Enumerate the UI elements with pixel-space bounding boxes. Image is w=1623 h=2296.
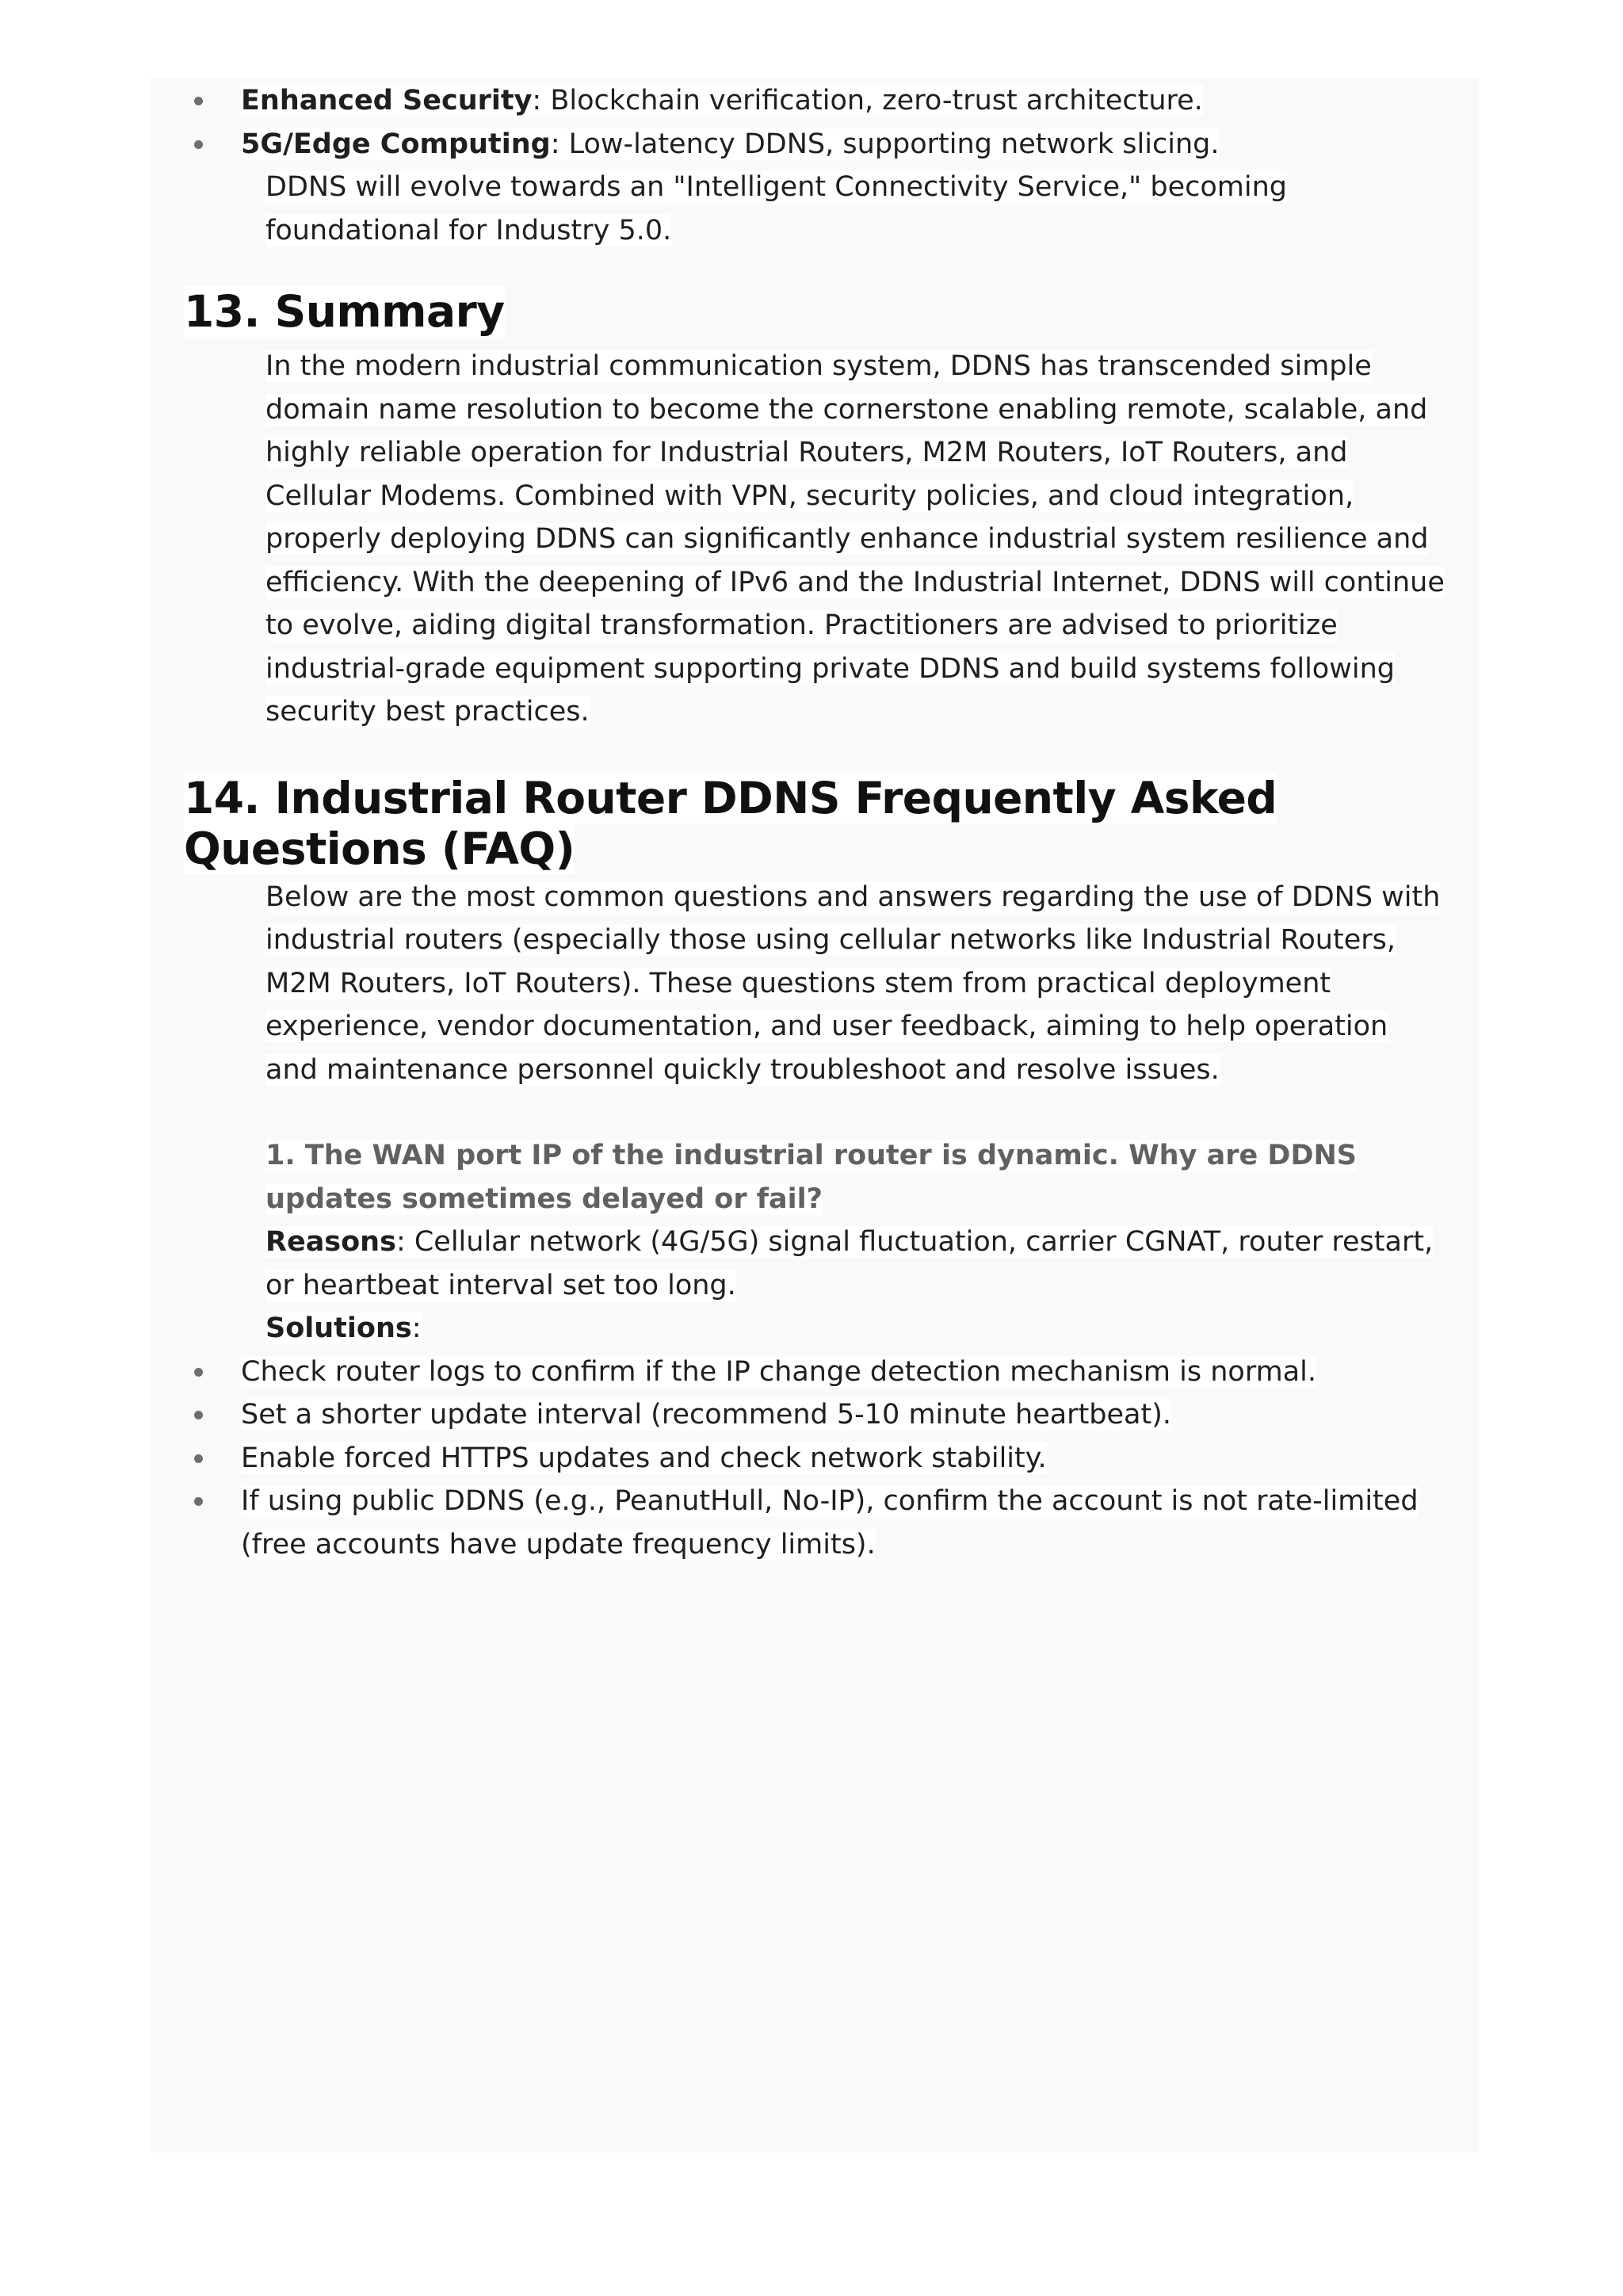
- faq-solutions-label: Solutions: [265, 1312, 412, 1344]
- bullet-icon: [194, 1411, 203, 1419]
- bullet-icon: [194, 1368, 203, 1377]
- list-item-text: [241, 85, 1203, 117]
- list-item-desc: : Blockchain verification, zero-trust architecture.: [532, 85, 1203, 117]
- summary-heading: [151, 286, 1479, 337]
- document-page: [151, 78, 1479, 2153]
- list-item-text: Set a shorter update interval (recommend 5-10 minute heartbeat).: [241, 1399, 1171, 1431]
- faq-solutions: [151, 1307, 1479, 1350]
- faq-reasons-label: Reasons: [265, 1226, 396, 1258]
- list-item: [151, 79, 1479, 123]
- faq-heading: [151, 773, 1479, 874]
- faq-heading-text: 14. Industrial Router DDNS Frequently Asked Questions (FAQ): [184, 772, 1277, 874]
- trends-bullet-list: [151, 79, 1479, 166]
- list-item: [151, 1350, 1479, 1394]
- list-item: [151, 1480, 1479, 1566]
- list-item-text: Check router logs to confirm if the IP change detection mechanism is normal.: [241, 1355, 1316, 1388]
- list-item-desc: : Low-latency DDNS, supporting network slicing.: [550, 128, 1220, 160]
- solutions-bullet-list: [151, 1350, 1479, 1567]
- bullet-icon: [194, 97, 203, 105]
- evolution-paragraph-text: DDNS will evolve towards an "Intelligent Connectivity Service," becoming foundational for Industry 5.0.: [265, 171, 1288, 246]
- document-content: [151, 78, 1479, 1566]
- list-item: [151, 123, 1479, 166]
- faq-solutions-text: [265, 1312, 422, 1344]
- list-item-text: [241, 128, 1219, 160]
- summary-heading-text: 13. Summary: [184, 286, 505, 337]
- faq-question-1: [151, 1134, 1479, 1221]
- list-item-text: If using public DDNS (e.g., PeanutHull, No-IP), confirm the account is not rate-limited (free accounts have update frequency limits).: [241, 1485, 1419, 1561]
- summary-paragraph-text: In the modern industrial communication system, DDNS has transcended simple domain name resolution to become the cornerstone enabling remote, scalable, and highly reliable operation for Industrial Routers, M2M Routers, IoT Routers, and Cellular Modems. Combined with VPN, security policies, and cloud integration, properly deploying DDNS can significantly enhance industrial system resilience and efficiency. With the deepening of IPv6 and the Industrial Internet, DDNS will continue to evolve, aiding digital transformation. Practitioners are advised to prioritize industrial-grade equipment supporting private DDNS and build systems following security best practices.: [265, 350, 1445, 728]
- faq-intro-paragraph: [151, 876, 1479, 1092]
- faq-intro-text: Below are the most common questions and answers regarding the use of DDNS with industrial routers (especially those using cellular networks like Industrial Routers, M2M Routers, IoT Routers). These questions stem from practical deployment experience, vendor documentation, and user feedback, aiming to help operation and maintenance personnel quickly troubleshoot and resolve issues.: [265, 881, 1441, 1086]
- list-item-term: 5G/Edge Computing: [241, 128, 551, 160]
- list-item: [151, 1393, 1479, 1437]
- list-item-text: Enable forced HTTPS updates and check network stability.: [241, 1442, 1047, 1474]
- bullet-icon: [194, 1454, 203, 1463]
- list-item: [151, 1437, 1479, 1480]
- faq-solutions-colon: :: [411, 1312, 422, 1344]
- faq-question-1-text: 1. The WAN port IP of the industrial router is dynamic. Why are DDNS updates sometimes delayed or fail?: [265, 1140, 1357, 1215]
- evolution-paragraph: [151, 166, 1479, 252]
- bullet-icon: [194, 140, 203, 149]
- bullet-icon: [194, 1497, 203, 1506]
- summary-paragraph: [151, 345, 1479, 734]
- faq-reasons-text: [265, 1226, 1433, 1301]
- list-item-term: Enhanced Security: [241, 85, 533, 117]
- faq-reasons: [151, 1221, 1479, 1307]
- faq-reasons-desc: : Cellular network (4G/5G) signal fluctuation, carrier CGNAT, router restart, or heartbeat interval set too long.: [265, 1226, 1434, 1301]
